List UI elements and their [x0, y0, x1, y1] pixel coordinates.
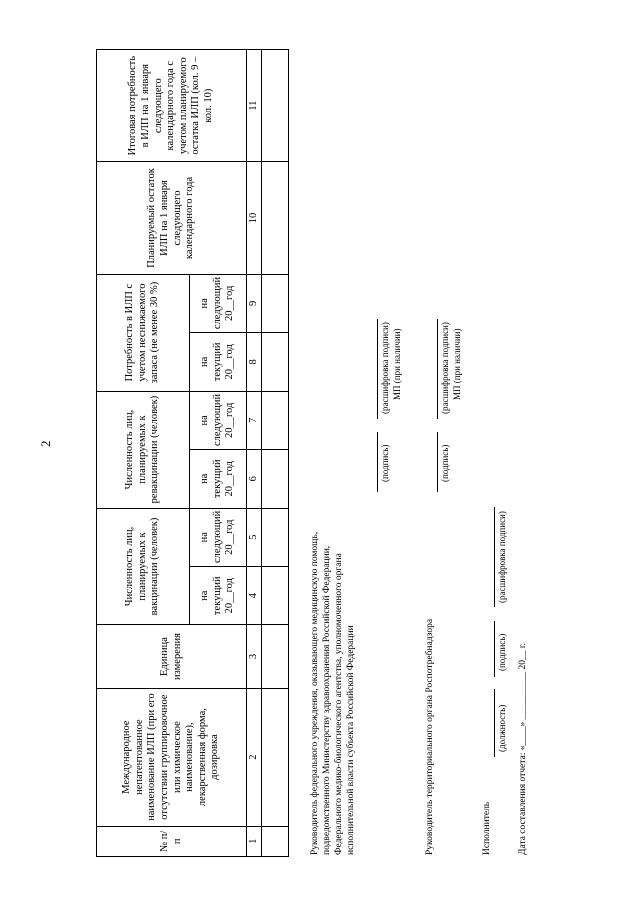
signature-line: [377, 432, 378, 492]
position-line: [494, 689, 495, 757]
table-cell: [262, 508, 289, 566]
table-cell: [262, 391, 289, 449]
col-number: 9: [247, 274, 262, 332]
signature-caption: (подпись): [497, 633, 507, 671]
stamp-caption: МП (при наличии): [452, 328, 462, 400]
header-revacc-current: на текущий 20__год: [190, 450, 247, 508]
header-unit: Единица измерения: [97, 625, 247, 688]
col-number: 4: [247, 566, 262, 624]
col-number: 6: [247, 450, 262, 508]
signature-caption: (подпись): [380, 444, 390, 482]
transcript-caption: (расшифровка подписи): [440, 322, 450, 414]
col-number: 11: [247, 50, 262, 162]
header-need-current: на текущий 20__год: [190, 333, 247, 391]
header-total-need: Итоговая потребность в ИЛП на 1 января следующего календарного года с учетом планируемого остатка ИЛП (кол. 9 – кол. 10): [97, 50, 247, 162]
table-cell: [262, 450, 289, 508]
report-date: Дата составления отчета: «____» __________ 20__ г.: [518, 642, 528, 855]
signature-line: [494, 507, 495, 607]
header-inn-name: Международное непатентованное наименование ИЛП (при его отсутствии группировочное или химическое наименование), лекарственная форма, дозировка: [97, 688, 247, 826]
table-cell: [262, 50, 289, 162]
signature-line: [437, 432, 438, 492]
head-rospotreb-label: Руководитель территориального органа Роспотребнадзора: [425, 618, 435, 855]
transcript-caption: (расшифровка подписи): [497, 511, 507, 603]
header-need-next: на следующий 20__год: [190, 274, 247, 332]
col-number: 3: [247, 625, 262, 688]
head-institution-label: Руководитель федерального учреждения, оказывающего медицинскую помощь, подведомственного Министерству здравоохранения Российской Федерации, Федерального медико-биологического агентства, уполномоченного органа исполнительной власти субъекта Российской Федерации: [310, 531, 356, 855]
col-number: 8: [247, 333, 262, 391]
col-number: 1: [247, 826, 262, 856]
col-number: 7: [247, 391, 262, 449]
table-row: [262, 50, 289, 857]
page-number: 2: [38, 440, 53, 447]
table-cell: [262, 566, 289, 624]
signature-caption: (подпись): [440, 444, 450, 482]
header-vacc-current: на текущий 20__год: [190, 566, 247, 624]
header-num: № п/п: [97, 826, 247, 856]
stamp-caption: МП (при наличии): [392, 328, 402, 400]
col-number: 10: [247, 162, 262, 274]
signature-line: [494, 621, 495, 677]
col-number: 2: [247, 688, 262, 826]
ilp-need-table: [96, 49, 289, 857]
transcript-caption: (расшифровка подписи): [380, 322, 390, 414]
table-cell: [262, 625, 289, 688]
header-revacc-next: на следующий 20__год: [190, 391, 247, 449]
table-cell: [262, 162, 289, 274]
table-cell: [262, 274, 289, 332]
signature-line: [377, 319, 378, 419]
table-cell: [262, 826, 289, 856]
header-vacc-next: на следующий 20__год: [190, 508, 247, 566]
signature-line: [437, 319, 438, 419]
header-revaccination-group: Численность лиц, планируемых к ревакцинации (человек): [97, 391, 190, 508]
executor-label: Исполнитель: [482, 801, 492, 855]
table-cell: [262, 333, 289, 391]
table-cell: [262, 688, 289, 826]
col-number: 5: [247, 508, 262, 566]
position-caption: (должность): [497, 704, 507, 752]
header-need-group: Потребность в ИЛП с учетом неснижаемого запаса (не менее 30 %): [97, 274, 190, 391]
header-vaccination-group: Численность лиц, планируемых к вакцинации (человек): [97, 508, 190, 625]
header-planned-remainder: Планируемый остаток ИЛП на 1 января следующего календарного года: [97, 162, 247, 274]
